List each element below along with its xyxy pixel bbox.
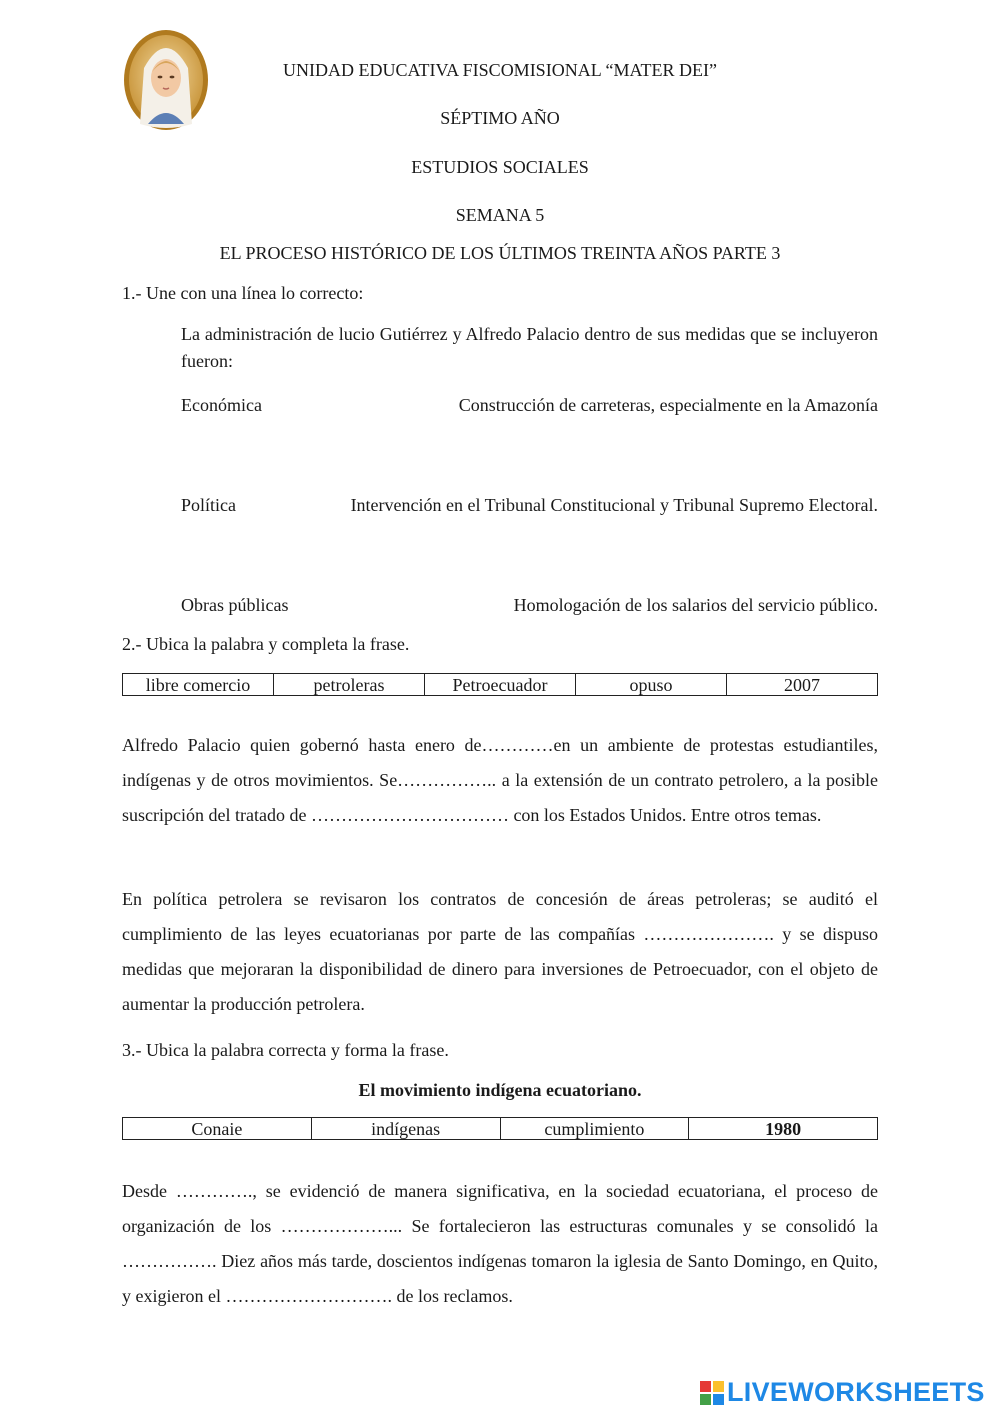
q1-prompt: 1.- Une con una línea lo correcto: [122,283,364,303]
word-petroecuador[interactable]: Petroecuador [425,674,576,696]
q1-right-carreteras[interactable]: Construcción de carreteras, especialmente en la Amazonía [458,395,878,415]
word-conaie[interactable]: Conaie [123,1118,312,1140]
liveworksheets-wordmark: LIVEWORKSHEETS [727,1377,985,1407]
word-cumplimiento[interactable]: cumplimiento [500,1118,689,1140]
word-indigenas[interactable]: indígenas [311,1118,500,1140]
q1-right-salarios[interactable]: Homologación de los salarios del servicio público. [513,595,878,615]
q2-paragraph-1: Alfredo Palacio quien gobernó hasta enero de…………en un ambiente de protestas estudiantiles, indígenas y de otros movimientos. Se…………….. a la extensión de un contrato petrolero, a la posible suscripción del tratado de …………………………… con los Estados Unidos. Entre otros temas. [122,735,878,825]
q2-paragraph-2: En política petrolera se revisaron los contratos de concesión de áreas petroleras; se auditó el cumplimiento de las leyes ecuatorianas por parte de las compañías …………………. y se dispuso medidas que mejoraran la disponibilidad de dinero para inversiones de Petroecuador, con el objeto de aumentar la producción petrolera. [122,889,878,1014]
q2-prompt: 2.- Ubica la palabra y completa la frase. [122,634,410,654]
grade: SÉPTIMO AÑO [440,108,560,128]
q1-right-tribunal[interactable]: Intervención en el Tribunal Constitucional y Tribunal Supremo Electoral. [350,495,878,515]
q3-word-bank [122,1117,878,1140]
word-1980[interactable]: 1980 [689,1118,878,1140]
q1-intro: La administración de lucio Gutiérrez y Alfredo Palacio dentro de sus medidas que se incluyeron fueron: [181,324,878,371]
topic: EL PROCESO HISTÓRICO DE LOS ÚLTIMOS TREINTA AÑOS PARTE 3 [219,243,781,263]
word-libre-comercio[interactable]: libre comercio [123,674,274,696]
school-name: UNIDAD EDUCATIVA FISCOMISIONAL “MATER DEI” [283,60,717,80]
q1-left-obras[interactable]: Obras públicas [181,595,289,615]
liveworksheets-brand [700,1376,996,1410]
word-2007[interactable]: 2007 [727,674,878,696]
word-petroleras[interactable]: petroleras [274,674,425,696]
q2-word-bank [122,673,878,696]
word-bank-row [123,1118,878,1140]
q1-left-economica[interactable]: Económica [181,395,262,415]
subject: ESTUDIOS SOCIALES [411,157,589,177]
word-bank-row [123,674,878,696]
week: SEMANA 5 [455,205,545,225]
q1-left-politica[interactable]: Política [181,495,236,515]
q3-title: El movimiento indígena ecuatoriano. [358,1080,642,1100]
word-opuso[interactable]: opuso [576,674,727,696]
q3-prompt: 3.- Ubica la palabra correcta y forma la frase. [122,1040,449,1060]
liveworksheets-logo-icon [700,1381,724,1405]
q3-paragraph: Desde …………., se evidenció de manera significativa, en la sociedad ecuatoriana, el proceso de organización de los ………………... Se fortalecieron las estructuras comunales y se consolidó la ……………. Diez años más tarde, doscientos indígenas tomaron la iglesia de Santo Domingo, en Quito, y exigieron el ………………………. de los reclamos. [122,1181,878,1306]
